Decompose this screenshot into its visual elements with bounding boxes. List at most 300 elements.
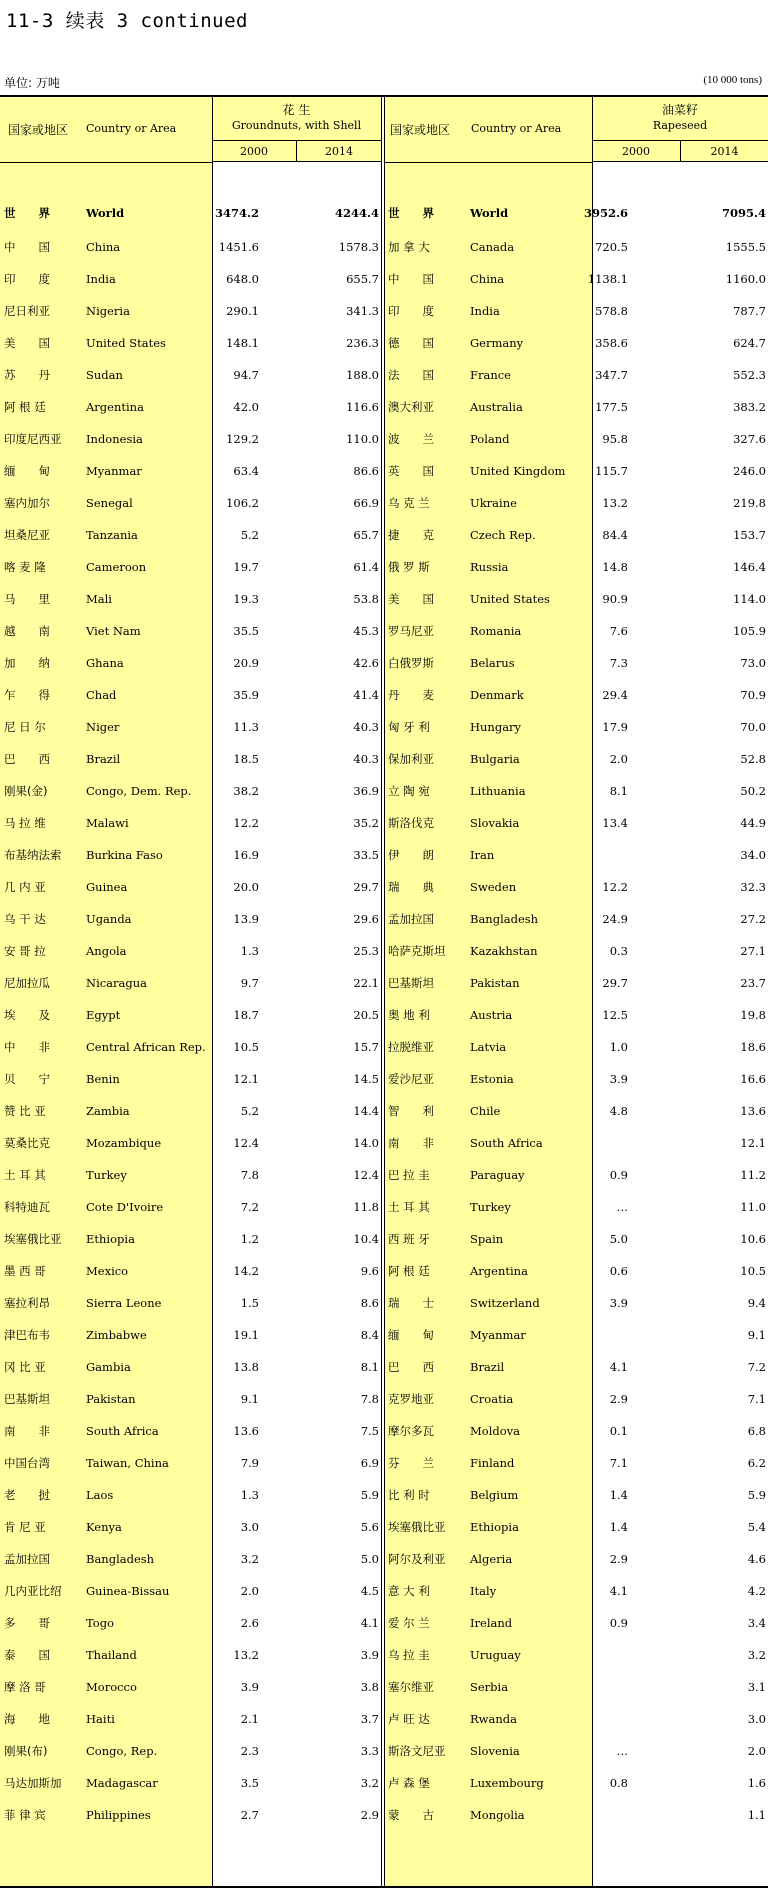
table-row	[385, 327, 768, 359]
table-row	[0, 1639, 381, 1671]
value-2014: 13.6	[740, 1104, 766, 1118]
table-row	[0, 1223, 381, 1255]
value-2014: 33.5	[353, 848, 379, 862]
country-name-en: Guinea	[86, 880, 128, 894]
product-name-en: Groundnuts, with Shell	[231, 119, 362, 132]
value-2014: 1.1	[747, 1808, 766, 1822]
value-2000: 13.9	[233, 912, 259, 926]
country-name-en: Slovakia	[470, 816, 520, 830]
value-2014: 45.3	[353, 624, 379, 638]
value-2000: 10.5	[233, 1040, 259, 1054]
table-row	[0, 1351, 381, 1383]
value-2000: 148.1	[226, 336, 259, 350]
value-2014: 19.8	[740, 1008, 766, 1022]
table-row	[0, 423, 381, 455]
country-name-cn: 意 大 利	[388, 1584, 430, 1598]
value-2000: 720.5	[595, 240, 628, 254]
product-name-cn: 油菜籽	[661, 103, 698, 117]
value-2014: 66.9	[353, 496, 379, 510]
table-row	[385, 1799, 768, 1831]
col-country-cn: 国家或地区	[8, 123, 69, 137]
table-row	[0, 1255, 381, 1287]
value-2000: 129.2	[226, 432, 259, 446]
value-2000: 20.9	[233, 656, 259, 670]
value-2014: 70.9	[740, 688, 766, 702]
value-2000: 2.6	[240, 1616, 259, 1630]
country-name-cn: 斯洛文尼亚	[388, 1744, 446, 1758]
value-2014: 655.7	[346, 272, 379, 286]
country-name-cn: 多 哥	[4, 1616, 50, 1630]
table-row	[0, 455, 381, 487]
value-2000: 106.2	[226, 496, 259, 510]
country-name-en: Cote D'Ivoire	[86, 1200, 164, 1214]
country-name-cn: 卢 森 堡	[388, 1776, 430, 1790]
groundnuts-rows	[0, 197, 381, 1831]
table-row	[385, 1415, 768, 1447]
table-row	[0, 359, 381, 391]
value-2000: …	[616, 1200, 628, 1214]
country-name-cn: 印 度	[388, 304, 434, 318]
value-2000: 2.3	[240, 1744, 259, 1758]
value-2014: 15.7	[353, 1040, 379, 1054]
value-2014: 9.1	[747, 1328, 766, 1342]
country-name-cn: 缅 甸	[4, 464, 50, 478]
value-2014: 3.8	[360, 1680, 379, 1694]
table-row	[0, 1191, 381, 1223]
country-name-en: Italy	[470, 1584, 497, 1598]
country-name-en: Cameroon	[86, 560, 147, 574]
country-name-en: Serbia	[470, 1680, 509, 1694]
value-2000: 7.3	[609, 656, 628, 670]
table-row	[0, 999, 381, 1031]
country-name-cn: 丹 麦	[388, 688, 434, 702]
country-name-en: Central African Rep.	[86, 1040, 206, 1054]
value-2014: 6.9	[360, 1456, 379, 1470]
value-2000: 1.4	[609, 1488, 628, 1502]
table-row	[0, 1479, 381, 1511]
country-name-en: Austria	[470, 1008, 513, 1022]
value-2000: 84.4	[602, 528, 628, 542]
value-2014: 246.0	[733, 464, 766, 478]
value-2000: 8.1	[609, 784, 628, 798]
table-row	[0, 647, 381, 679]
country-name-en: Argentina	[86, 400, 144, 414]
value-2000: 13.2	[233, 1648, 259, 1662]
value-2000: 19.7	[233, 560, 259, 574]
value-2000: 1.4	[609, 1520, 628, 1534]
country-name-cn: 世 界	[388, 206, 434, 220]
country-name-en: Uruguay	[470, 1648, 521, 1662]
value-2000: 12.2	[233, 816, 259, 830]
country-name-cn: 比 利 时	[388, 1488, 430, 1502]
value-2014: 116.6	[346, 400, 379, 414]
country-name-cn: 白俄罗斯	[388, 656, 434, 670]
country-name-en: Tanzania	[86, 528, 138, 542]
country-name-en: Mexico	[86, 1264, 129, 1278]
value-2000: 0.8	[609, 1776, 628, 1790]
value-2000: 3474.2	[214, 206, 259, 220]
country-name-cn: 俄 罗 斯	[388, 560, 430, 574]
table-row	[0, 295, 381, 327]
value-2014: 4.6	[747, 1552, 766, 1566]
country-name-en: Pakistan	[470, 976, 520, 990]
value-2000: 5.2	[240, 528, 259, 542]
country-name-en: Croatia	[470, 1392, 514, 1406]
table-row	[0, 1799, 381, 1831]
country-name-en: France	[470, 368, 511, 382]
table-row	[385, 679, 768, 711]
value-2000: 1.0	[609, 1040, 628, 1054]
value-2014: 7.1	[747, 1392, 766, 1406]
table-row	[385, 231, 768, 263]
value-2014: 27.2	[740, 912, 766, 926]
country-name-cn: 塞内加尔	[4, 496, 50, 510]
country-name-cn: 爱 尔 兰	[388, 1616, 430, 1630]
value-2014: 9.6	[360, 1264, 379, 1278]
table-row	[385, 1287, 768, 1319]
country-name-en: Pakistan	[86, 1392, 136, 1406]
country-name-cn: 匈 牙 利	[388, 720, 430, 734]
value-2014: 41.4	[353, 688, 379, 702]
value-2000: 7.8	[240, 1168, 259, 1182]
table-row	[385, 1031, 768, 1063]
value-2014: 3.2	[360, 1776, 379, 1790]
col-country-en: Country or Area	[471, 122, 562, 135]
value-2000: 13.2	[602, 496, 628, 510]
table-row	[385, 1447, 768, 1479]
value-2000: 7.6	[609, 624, 628, 638]
value-2000: 3.9	[609, 1072, 628, 1086]
table-row	[385, 839, 768, 871]
table-row	[0, 327, 381, 359]
country-name-cn: 澳大利亚	[388, 400, 434, 414]
value-2014: 5.4	[747, 1520, 766, 1534]
value-2014: 7095.4	[721, 206, 766, 220]
country-name-cn: 泰 国	[4, 1648, 50, 1662]
table-row	[385, 1063, 768, 1095]
country-name-cn: 中 非	[4, 1040, 50, 1054]
country-name-en: Poland	[470, 432, 510, 446]
country-name-en: Uganda	[86, 912, 132, 926]
country-name-cn: 坦桑尼亚	[4, 528, 50, 542]
value-2014: 29.6	[353, 912, 379, 926]
table-row	[0, 871, 381, 903]
table-row	[385, 775, 768, 807]
table-row	[385, 1255, 768, 1287]
country-name-en: Egypt	[86, 1008, 121, 1022]
country-name-cn: 芬 兰	[388, 1456, 434, 1470]
value-2014: 3.2	[747, 1648, 766, 1662]
value-2014: 5.0	[360, 1552, 379, 1566]
table-row	[385, 1319, 768, 1351]
country-name-en: Argentina	[470, 1264, 528, 1278]
country-name-cn: 巴 西	[4, 752, 50, 766]
table-row	[385, 999, 768, 1031]
country-name-en: Mali	[86, 592, 112, 606]
rapeseed-table	[385, 97, 768, 1886]
value-2000: 18.7	[233, 1008, 259, 1022]
value-2000: 0.3	[609, 944, 628, 958]
country-name-en: Canada	[470, 240, 515, 254]
country-name-en: Algeria	[470, 1552, 513, 1566]
table-row	[385, 711, 768, 743]
value-2014: 1578.3	[338, 240, 379, 254]
table-row	[385, 423, 768, 455]
table-row	[0, 1543, 381, 1575]
value-2000: 358.6	[595, 336, 628, 350]
table-row	[0, 743, 381, 775]
value-2014: 10.4	[353, 1232, 379, 1246]
country-name-en: Myanmar	[470, 1328, 526, 1342]
value-2014: 14.4	[353, 1104, 379, 1118]
value-2014: 25.3	[353, 944, 379, 958]
country-name-en: Russia	[470, 560, 509, 574]
table-row	[0, 1575, 381, 1607]
country-name-cn: 马 拉 维	[4, 816, 46, 830]
country-name-en: United States	[86, 336, 166, 350]
country-name-en: Finland	[470, 1456, 515, 1470]
value-2014: 153.7	[733, 528, 766, 542]
table-row	[0, 551, 381, 583]
country-name-en: Bangladesh	[470, 912, 539, 926]
value-2000: 3.9	[240, 1680, 259, 1694]
country-name-cn: 拉脱维亚	[388, 1040, 434, 1054]
value-2014: 32.3	[740, 880, 766, 894]
value-2000: 7.1	[609, 1456, 628, 1470]
country-name-cn: 中 国	[4, 240, 50, 254]
country-name-cn: 印度尼西亚	[4, 432, 62, 446]
value-2014: 341.3	[346, 304, 379, 318]
year-2014-header: 2014	[710, 145, 739, 158]
value-2000: 1451.6	[218, 240, 259, 254]
value-2014: 52.8	[740, 752, 766, 766]
value-2000: 2.9	[609, 1552, 628, 1566]
country-name-en: Myanmar	[86, 464, 142, 478]
country-name-cn: 波 兰	[388, 432, 434, 446]
table-row	[0, 1159, 381, 1191]
value-2000: 1.5	[240, 1296, 259, 1310]
country-name-en: Thailand	[86, 1648, 137, 1662]
country-name-cn: 克罗地亚	[388, 1392, 434, 1406]
value-2014: 787.7	[733, 304, 766, 318]
country-name-en: Ukraine	[470, 496, 517, 510]
value-2000: 0.9	[609, 1616, 628, 1630]
country-name-cn: 阿 根 廷	[4, 400, 46, 414]
table-row	[385, 1479, 768, 1511]
value-2014: 35.2	[353, 816, 379, 830]
value-2014: 327.6	[733, 432, 766, 446]
value-2000: 14.8	[602, 560, 628, 574]
country-name-cn: 赞 比 亚	[4, 1104, 46, 1118]
country-name-en: Viet Nam	[86, 624, 141, 638]
value-2000: 347.7	[595, 368, 628, 382]
value-2000: 29.7	[602, 976, 628, 990]
value-2000: 2.7	[240, 1808, 259, 1822]
value-2014: 3.0	[747, 1712, 766, 1726]
value-2000: 0.6	[609, 1264, 628, 1278]
table-row	[0, 1767, 381, 1799]
country-name-cn: 罗马尼亚	[388, 624, 434, 638]
table-row	[385, 1639, 768, 1671]
table-row	[385, 263, 768, 295]
value-2014: 5.9	[360, 1488, 379, 1502]
country-name-en: Madagascar	[86, 1776, 158, 1790]
value-2014: 105.9	[733, 624, 766, 638]
rapeseed-rows	[385, 197, 768, 1831]
country-name-en: Niger	[86, 720, 120, 734]
country-name-en: China	[470, 272, 505, 286]
country-name-en: Burkina Faso	[86, 848, 163, 862]
table-row	[0, 839, 381, 871]
value-2000: …	[616, 1744, 628, 1758]
table-row	[385, 1095, 768, 1127]
value-2014: 27.1	[740, 944, 766, 958]
value-2000: 13.4	[602, 816, 628, 830]
country-name-cn: 布基纳法索	[4, 848, 62, 862]
value-2014: 146.4	[733, 560, 766, 574]
country-name-en: Mongolia	[470, 1808, 525, 1822]
value-2000: 13.8	[233, 1360, 259, 1374]
value-2000: 9.7	[240, 976, 259, 990]
value-2000: 18.5	[233, 752, 259, 766]
country-name-en: Lithuania	[470, 784, 526, 798]
table-row	[0, 519, 381, 551]
country-name-cn: 乍 得	[4, 688, 50, 702]
header-bottom-rule	[385, 162, 592, 163]
value-2000: 42.0	[233, 400, 259, 414]
value-2014: 42.6	[353, 656, 379, 670]
country-name-en: Kenya	[86, 1520, 122, 1534]
table-row	[0, 807, 381, 839]
country-name-cn: 乌 拉 圭	[388, 1648, 430, 1662]
value-2014: 383.2	[733, 400, 766, 414]
value-2000: 3.0	[240, 1520, 259, 1534]
country-name-cn: 中 国	[388, 272, 434, 286]
table-row	[385, 967, 768, 999]
groundnuts-table	[0, 97, 381, 1886]
value-2000: 9.1	[240, 1392, 259, 1406]
country-name-en: Benin	[86, 1072, 120, 1086]
table-row	[385, 807, 768, 839]
country-name-en: Malawi	[86, 816, 129, 830]
table-row	[0, 1063, 381, 1095]
country-name-cn: 英 国	[388, 464, 434, 478]
value-2000: 63.4	[233, 464, 259, 478]
country-name-cn: 卢 旺 达	[388, 1712, 430, 1726]
table-row	[0, 967, 381, 999]
country-name-en: Czech Rep.	[470, 528, 536, 542]
country-name-en: Morocco	[86, 1680, 137, 1694]
table-row	[385, 647, 768, 679]
country-name-cn: 美 国	[388, 592, 434, 606]
country-name-en: India	[86, 272, 116, 286]
country-name-en: Denmark	[470, 688, 524, 702]
table-row	[385, 1127, 768, 1159]
value-2014: 1555.5	[725, 240, 766, 254]
table-row	[385, 871, 768, 903]
value-2000: 35.5	[233, 624, 259, 638]
country-name-en: Hungary	[470, 720, 522, 734]
country-name-cn: 孟加拉国	[4, 1552, 50, 1566]
table-row	[0, 1127, 381, 1159]
value-2014: 114.0	[733, 592, 766, 606]
country-name-en: Guinea-Bissau	[86, 1584, 170, 1598]
value-2000: 12.5	[602, 1008, 628, 1022]
table-row	[0, 615, 381, 647]
value-2014: 9.4	[747, 1296, 766, 1310]
country-name-cn: 乌 干 达	[4, 912, 46, 926]
value-2000: 115.7	[595, 464, 628, 478]
table-row	[385, 1383, 768, 1415]
country-name-en: Bulgaria	[470, 752, 520, 766]
value-2014: 86.6	[353, 464, 379, 478]
table-row	[0, 583, 381, 615]
value-2014: 3.3	[360, 1744, 379, 1758]
value-2014: 11.2	[740, 1168, 766, 1182]
country-name-en: Sudan	[86, 368, 123, 382]
table-row	[0, 1735, 381, 1767]
value-2000: 12.1	[233, 1072, 259, 1086]
value-2000: 290.1	[226, 304, 259, 318]
country-name-cn: 世 界	[4, 206, 50, 220]
value-2000: 1138.1	[587, 272, 628, 286]
table-row	[0, 1319, 381, 1351]
country-name-cn: 加 拿 大	[388, 240, 430, 254]
value-2000: 1.3	[240, 944, 259, 958]
value-2014: 40.3	[353, 720, 379, 734]
country-name-cn: 莫桑比克	[4, 1136, 50, 1150]
country-name-cn: 立 陶 宛	[388, 784, 430, 798]
table-row	[0, 1607, 381, 1639]
table-row	[385, 455, 768, 487]
value-2000: 2.1	[240, 1712, 259, 1726]
table-row	[385, 551, 768, 583]
country-name-cn: 老 挝	[4, 1488, 50, 1502]
value-2014: 7.5	[360, 1424, 379, 1438]
country-name-en: Congo, Rep.	[86, 1744, 158, 1758]
value-2014: 552.3	[733, 368, 766, 382]
country-name-cn: 巴基斯坦	[4, 1392, 50, 1406]
value-2014: 6.2	[747, 1456, 766, 1470]
value-2014: 7.8	[360, 1392, 379, 1406]
country-name-cn: 哈萨克斯坦	[388, 944, 446, 958]
country-name-cn: 几内亚比绍	[4, 1584, 62, 1598]
country-name-cn: 科特迪瓦	[4, 1200, 50, 1214]
table-row	[385, 359, 768, 391]
country-name-cn: 伊 朗	[388, 848, 434, 862]
country-name-cn: 西 班 牙	[388, 1232, 430, 1246]
country-name-en: Turkey	[470, 1200, 511, 1214]
value-2000: 7.2	[240, 1200, 259, 1214]
table-row	[385, 1607, 768, 1639]
table-row-world	[385, 197, 768, 229]
table-row	[0, 391, 381, 423]
country-name-en: Ireland	[470, 1616, 513, 1630]
value-2014: 4244.4	[334, 206, 379, 220]
value-2000: 5.2	[240, 1104, 259, 1118]
country-name-cn: 加 纳	[4, 656, 50, 670]
value-2000: 0.9	[609, 1168, 628, 1182]
value-2014: 3.7	[360, 1712, 379, 1726]
value-2000: 38.2	[233, 784, 259, 798]
country-name-en: Congo, Dem. Rep.	[86, 784, 192, 798]
header-bottom-rule	[0, 162, 212, 163]
table-row	[385, 1511, 768, 1543]
country-name-cn: 埃塞俄比亚	[388, 1520, 446, 1534]
country-name-cn: 孟加拉国	[388, 912, 434, 926]
table-row	[385, 615, 768, 647]
country-name-en: Moldova	[470, 1424, 521, 1438]
